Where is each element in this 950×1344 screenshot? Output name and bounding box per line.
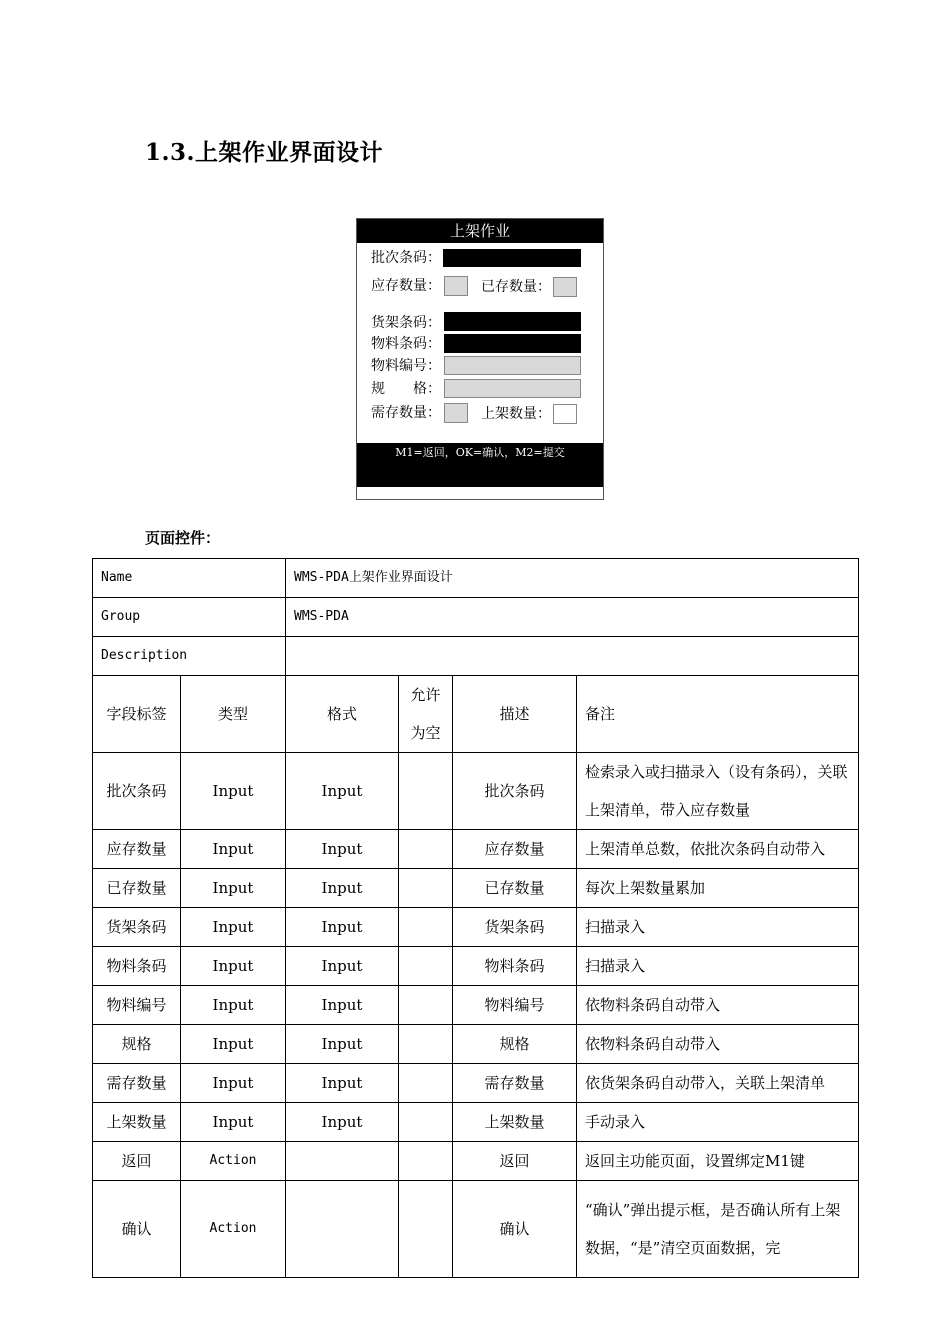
meta-row [93, 559, 859, 598]
table-row [93, 1064, 859, 1103]
column-header: 类型 [181, 676, 286, 753]
nullable-cell [399, 830, 453, 869]
table-row [93, 947, 859, 986]
note-cell: 扫描录入 [577, 908, 859, 947]
description-cell: 应存数量 [453, 830, 577, 869]
type-cell: Input [181, 1064, 286, 1103]
pda-stored-qty-field[interactable] [553, 277, 577, 297]
meta-value: WMS-PDA [286, 598, 859, 637]
pda-label-stored-qty: 已存数量： [481, 279, 551, 295]
nullable-cell [399, 1181, 453, 1278]
description-cell: 返回 [453, 1142, 577, 1181]
nullable-cell [399, 986, 453, 1025]
pda-material-barcode-field[interactable] [444, 334, 581, 353]
pda-batch-barcode-field[interactable] [443, 249, 581, 267]
description-cell: 物料编号 [453, 986, 577, 1025]
format-cell: Input [286, 908, 399, 947]
column-header: 描述 [453, 676, 577, 753]
note-cell: 上架清单总数，依批次条码自动带入 [577, 830, 859, 869]
description-cell: 物料条码 [453, 947, 577, 986]
meta-row [93, 637, 859, 676]
type-cell: Input [181, 753, 286, 830]
pda-should-qty-field[interactable] [444, 276, 468, 296]
meta-value: WMS-PDA上架作业界面设计 [286, 559, 859, 598]
description-cell: 上架数量 [453, 1103, 577, 1142]
description-cell: 需存数量 [453, 1064, 577, 1103]
column-header: 允许为空 [399, 676, 453, 753]
table-row [93, 830, 859, 869]
pda-title-bar: 上架作业 [357, 219, 603, 243]
table-row [93, 1142, 859, 1181]
pda-shelf-barcode-field[interactable] [444, 312, 581, 331]
description-cell: 批次条码 [453, 753, 577, 830]
note-cell: 手动录入 [577, 1103, 859, 1142]
pda-need-qty-field[interactable] [444, 403, 468, 423]
nullable-cell [399, 753, 453, 830]
field-label-cell: 上架数量 [93, 1103, 181, 1142]
controls-table [92, 558, 859, 1278]
type-cell: Input [181, 947, 286, 986]
format-cell: Input [286, 753, 399, 830]
meta-key: Group [93, 598, 286, 637]
controls-subheading: 页面控件： [145, 529, 221, 547]
field-label-cell: 批次条码 [93, 753, 181, 830]
field-label-cell: 返回 [93, 1142, 181, 1181]
table-row [93, 869, 859, 908]
note-cell: 返回主功能页面，设置绑定M1键 [577, 1142, 859, 1181]
meta-value [286, 637, 859, 676]
note-cell: 检索录入或扫描录入（设有条码），关联上架清单，带入应存数量 [577, 753, 859, 830]
format-cell [286, 1142, 399, 1181]
nullable-cell [399, 1064, 453, 1103]
pda-label-material-no: 物料编号： [371, 358, 441, 374]
table-row [93, 908, 859, 947]
header-row [93, 676, 859, 753]
field-label-cell: 货架条码 [93, 908, 181, 947]
pda-label-spec: 规 格： [371, 381, 441, 397]
pda-spec-field[interactable] [444, 379, 581, 398]
table-row [93, 1025, 859, 1064]
field-label-cell: 已存数量 [93, 869, 181, 908]
type-cell: Input [181, 830, 286, 869]
pda-shelve-qty-field[interactable] [553, 404, 577, 424]
section-heading: 1.3.上架作业界面设计 [145, 139, 384, 166]
pda-key-hints: M1=返回，OK=确认，M2=提交 [357, 443, 603, 487]
table-row [93, 753, 859, 830]
pda-label-need-qty: 需存数量： [371, 405, 441, 421]
note-cell: “确认”弹出提示框，是否确认所有上架数据，“是”清空页面数据，完 [577, 1181, 859, 1278]
format-cell: Input [286, 830, 399, 869]
type-cell: Input [181, 908, 286, 947]
pda-label-material-barcode: 物料条码： [371, 336, 441, 352]
note-cell: 依物料条码自动带入 [577, 986, 859, 1025]
type-cell: Input [181, 1025, 286, 1064]
column-header: 格式 [286, 676, 399, 753]
meta-key: Name [93, 559, 286, 598]
type-cell: Input [181, 869, 286, 908]
description-cell: 规格 [453, 1025, 577, 1064]
pda-label-batch: 批次条码： [371, 250, 441, 266]
column-header: 字段标签 [93, 676, 181, 753]
nullable-cell [399, 908, 453, 947]
field-label-cell: 物料条码 [93, 947, 181, 986]
nullable-cell [399, 1025, 453, 1064]
nullable-cell [399, 1103, 453, 1142]
pda-material-no-field[interactable] [444, 356, 581, 375]
format-cell: Input [286, 1103, 399, 1142]
meta-key: Description [93, 637, 286, 676]
field-label-cell: 物料编号 [93, 986, 181, 1025]
pda-screen-mockup [356, 218, 604, 500]
field-label-cell: 应存数量 [93, 830, 181, 869]
type-cell: Input [181, 1103, 286, 1142]
nullable-cell [399, 1142, 453, 1181]
type-cell: Input [181, 986, 286, 1025]
pda-label-shelve-qty: 上架数量： [481, 406, 551, 422]
field-label-cell: 确认 [93, 1181, 181, 1278]
field-label-cell: 需存数量 [93, 1064, 181, 1103]
field-label-cell: 规格 [93, 1025, 181, 1064]
note-cell: 扫描录入 [577, 947, 859, 986]
note-cell: 每次上架数量累加 [577, 869, 859, 908]
format-cell: Input [286, 1025, 399, 1064]
table-row [93, 1103, 859, 1142]
pda-label-shelf-barcode: 货架条码： [371, 315, 441, 331]
description-cell: 货架条码 [453, 908, 577, 947]
nullable-cell [399, 947, 453, 986]
table-row [93, 1181, 859, 1278]
format-cell: Input [286, 869, 399, 908]
format-cell: Input [286, 1064, 399, 1103]
table-row [93, 986, 859, 1025]
format-cell: Input [286, 947, 399, 986]
meta-row [93, 598, 859, 637]
nullable-cell [399, 869, 453, 908]
type-cell: Action [181, 1181, 286, 1278]
description-cell: 已存数量 [453, 869, 577, 908]
column-header: 备注 [577, 676, 859, 753]
format-cell: Input [286, 986, 399, 1025]
type-cell: Action [181, 1142, 286, 1181]
note-cell: 依货架条码自动带入，关联上架清单 [577, 1064, 859, 1103]
description-cell: 确认 [453, 1181, 577, 1278]
pda-label-should-qty: 应存数量： [371, 278, 441, 294]
format-cell [286, 1181, 399, 1278]
note-cell: 依物料条码自动带入 [577, 1025, 859, 1064]
